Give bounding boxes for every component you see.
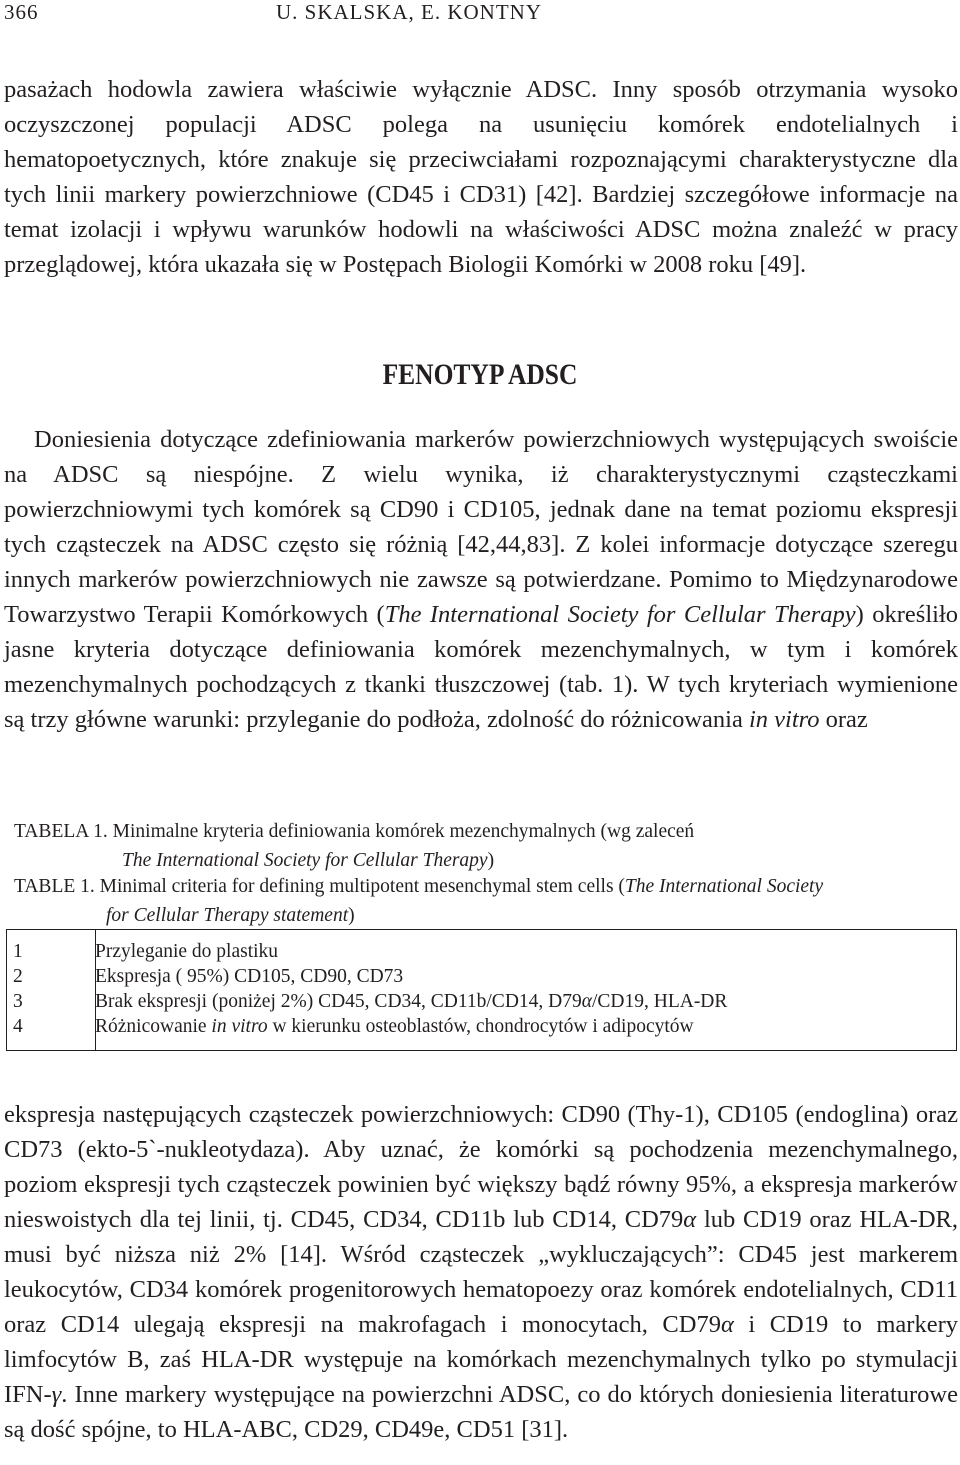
table-caption-en-italic-2: for Cellular Therapy statement [106, 905, 349, 926]
table-caption-en-italic-1: The International Society [624, 876, 824, 897]
table-row [7, 991, 956, 1016]
table-caption-pl-end: ) [487, 850, 495, 871]
table-row-number: 3 [13, 991, 23, 1012]
table-caption-en-end: ) [348, 905, 355, 926]
table-row-criterion: Przyleganie do plastiku [95, 941, 279, 962]
table-caption-pl-label: TABELA 1. [14, 821, 108, 842]
running-header [4, 0, 960, 26]
final-paragraph [4, 1097, 958, 1447]
table-row-criterion-text: Brak ekspresji (poniżej 2%) CD45, CD34, CD11b/CD14, D79 [95, 991, 582, 1012]
section-paragraph-text-2: ) określiło jasne kryteria dotyczące definiowania komórek mezenchymalnych, w tym i komórek mezenchymalnych pochodzących z tkanki tłuszczowej (tab. 1). W tych kryteriach wymienione są trzy główne warunki: przyleganie do podłoża, zdolność do różnicowania [4, 601, 959, 733]
greek-alpha: α [581, 991, 592, 1012]
table-row-number: 4 [13, 1016, 23, 1037]
table-row [7, 1016, 956, 1041]
section-paragraph [4, 422, 958, 737]
table-row [7, 966, 956, 991]
greek-alpha: α [683, 1206, 697, 1233]
section-paragraph-italic-2: in vitro [748, 706, 820, 733]
table-row-criterion [95, 991, 727, 1013]
section-paragraph-italic-1: The International Society for Cellular Therapy [384, 601, 856, 628]
section-paragraph-text-3: oraz [819, 706, 868, 733]
table-row [7, 941, 956, 966]
final-paragraph-text-2: lub CD19 oraz HLA-DR, musi być niższa niż 2% [14]. Wśród cząsteczek „wykluczających”: CD45 jest markerem leukocytów, CD34 komórek progenitorowych hematopoezy oraz komórek endotelialnych, CD11 oraz CD14 ulegają ekspresji na makrofagach i monocytach, CD79 [4, 1206, 959, 1338]
final-paragraph-text-4: . Inne markery występujące na powierzchni ADSC, co do których doniesienia literaturowe są dość spójne, to HLA-ABC, CD29, CD49e, CD51 [31]. [4, 1381, 958, 1443]
table-row-number: 2 [13, 966, 23, 987]
table-row-criterion-text: w kierunku osteoblastów, chondrocytów i adipocytów [267, 1016, 694, 1037]
table-caption-en [14, 872, 954, 930]
table-row-criterion-text: /CD19, HLA-DR [591, 991, 728, 1012]
table-caption-pl-text: Minimalne kryteria definiowania komórek mezenchymalnych (wg zaleceń [107, 821, 695, 842]
table-row-criterion-text: Różnicowanie [95, 1016, 212, 1037]
table-row-criterion-italic: in vitro [211, 1016, 268, 1037]
table-caption-en-text: Minimal criteria for defining multipotent mesenchymal stem cells ( [94, 876, 625, 897]
final-paragraph-text-3: i CD19 to markery limfocytów B, zaś HLA-DR występuje na komórkach mezenchymalnych tylko po stymulacji IFN- [4, 1311, 958, 1408]
final-paragraph-text-1: ekspresja następujących cząsteczek powierzchniowych: CD90 (Thy-1), CD105 (endoglina) oraz CD73 (ekto-5`-nukleotydaza). Aby uznać, że komórki są pochodzenia mezenchymalnego, poziom ekspresji tych cząsteczek powinien być większy bądź równy 95%, a ekspresja markerów nieswoistych dla tej linii, tj. CD45, CD34, CD11b lub CD14, CD79 [4, 1101, 958, 1233]
intro-paragraph: pasażach hodowla zawiera właściwie wyłącznie ADSC. Inny sposób otrzymania wysoko oczyszczonej populacji ADSC polega na usunięciu komórek endotelialnych i hematopoetycznych, które znakuje się przeciwciałami rozpoznającymi charakterystyczne dla tych linii markery powierzchniowe (CD45 i CD31) [42]. Bardziej szczegółowe informacje na temat izolacji i wpływu warunków hodowli na właściwości ADSC można znaleźć w pracy przeglądowej, która ukazała się w Postępach Biologii Komórki w 2008 roku [49]. [4, 76, 958, 278]
page-number: 366 [4, 0, 39, 24]
table-row-criterion [95, 1016, 694, 1038]
criteria-table [6, 929, 957, 1051]
running-head-authors: U. SKALSKA, E. KONTNY [276, 0, 542, 24]
greek-gamma: γ [51, 1381, 62, 1408]
table-caption-pl-italic: The International Society for Cellular Therapy [122, 850, 488, 871]
table-caption-pl [14, 817, 954, 875]
table-row-criterion: Ekspresja ( 95%) CD105, CD90, CD73 [95, 966, 404, 987]
greek-alpha: α [720, 1311, 734, 1338]
section-heading: FENOTYP ADSC [382, 358, 578, 391]
section-paragraph-text-1: Doniesienia dotyczące zdefiniowania markerów powierzchniowych występujących swoiście na ADSC są niespójne. Z wielu wynika, iż charakterystycznymi cząsteczkami powierzchniowymi tych komórek są CD90 i CD105, jednak dane na temat poziomu ekspresji tych cząsteczek na ADSC często się różnią [42,44,83]. Z kolei informacje dotyczące szeregu innych markerów powierzchniowych nie zawsze są potwierdzane. Pomimo to Międzynarodowe Towarzystwo Terapii Komórkowych ( [4, 426, 958, 628]
table-row-number: 1 [13, 941, 23, 962]
table-caption-en-label: TABLE 1. [14, 876, 95, 897]
